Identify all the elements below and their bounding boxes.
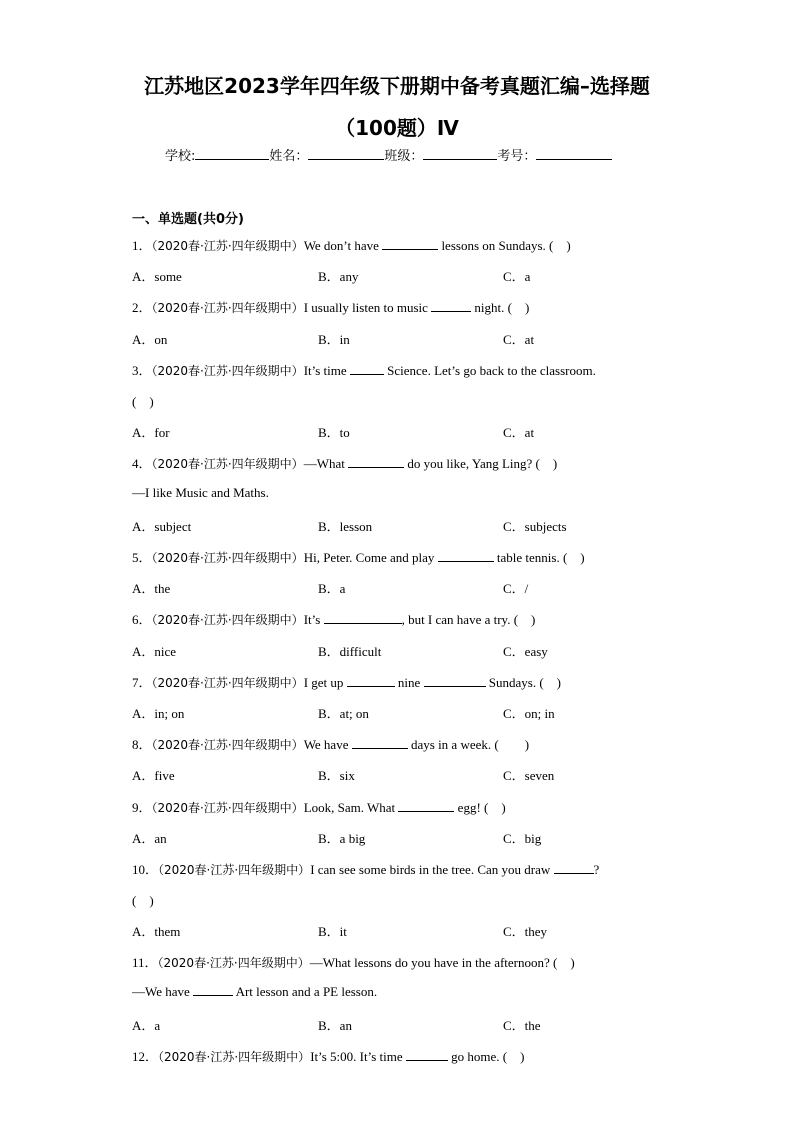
option-a[interactable]: A．them <box>132 924 181 939</box>
question-10 <box>132 859 599 878</box>
option-c[interactable]: C．on; in <box>503 706 555 721</box>
question-text: —What <box>303 456 349 471</box>
question-8 <box>132 734 529 753</box>
option-a[interactable]: A．subject <box>132 519 192 534</box>
question-number: 6． <box>132 612 152 627</box>
option-a[interactable]: A．five <box>132 768 175 783</box>
question-source: （2020春·江苏·四年级期中） <box>151 239 304 253</box>
question-number: 7． <box>132 675 152 690</box>
question-source: （2020春·江苏·四年级期中） <box>151 676 304 690</box>
option-b[interactable]: B．in <box>318 332 350 347</box>
option-b[interactable]: B．lesson <box>318 519 373 534</box>
answer-blank <box>554 863 594 874</box>
question-number: 10． <box>132 862 159 877</box>
question-3 <box>132 360 596 379</box>
option-c[interactable]: C．they <box>503 924 548 939</box>
option-a[interactable]: A．a <box>132 1018 161 1033</box>
question-source: （2020春·江苏·四年级期中） <box>157 956 310 970</box>
answer-blank <box>348 457 404 468</box>
question-11 <box>132 952 575 971</box>
option-b[interactable]: B．to <box>318 425 350 440</box>
answer-blank <box>398 801 454 812</box>
student-info-line <box>165 145 612 164</box>
option-c[interactable]: C．the <box>503 1018 541 1033</box>
question-text: Science. Let’s go back to the classroom. <box>383 363 596 378</box>
question-text: We have <box>303 737 352 752</box>
question-number: 4． <box>132 456 152 471</box>
answer-blank <box>347 676 395 687</box>
option-a[interactable]: A．an <box>132 831 167 846</box>
question-number: 1． <box>132 238 152 253</box>
option-a[interactable]: A．for <box>132 425 170 440</box>
question-3-continued: ( ) <box>132 394 154 409</box>
option-a[interactable]: A．some <box>132 269 182 284</box>
question-number: 3． <box>132 363 152 378</box>
option-b[interactable]: B．an <box>318 1018 352 1033</box>
question-10-continued: ( ) <box>132 893 154 908</box>
question-text: I can see some birds in the tree. Can you draw <box>310 862 554 877</box>
option-b[interactable]: B．difficult <box>318 644 382 659</box>
option-c[interactable]: C．seven <box>503 768 555 783</box>
question-source: （2020春·江苏·四年级期中） <box>151 613 304 627</box>
question-number: 2． <box>132 300 152 315</box>
option-b[interactable]: B．a big <box>318 831 366 846</box>
answer-blank <box>406 1050 448 1061</box>
question-text: I usually listen to music <box>303 300 432 315</box>
option-b[interactable]: B．any <box>318 269 359 284</box>
option-c[interactable]: C．/ <box>503 581 529 596</box>
question-number: 12． <box>132 1049 159 1064</box>
question-source: （2020春·江苏·四年级期中） <box>158 1050 311 1064</box>
document-title: 江苏地区2023学年四年级下册期中备考真题汇编–选择题 <box>144 74 650 98</box>
question-number: 9． <box>132 800 152 815</box>
answer-blank <box>352 738 408 749</box>
question-text: ? <box>593 862 600 877</box>
school-label: 学校: <box>165 149 196 164</box>
question-12 <box>132 1046 524 1065</box>
option-a[interactable]: A．nice <box>132 644 177 659</box>
question-number: 8． <box>132 737 152 752</box>
option-a[interactable]: A．on <box>132 332 168 347</box>
question-6 <box>132 609 535 628</box>
answer-blank <box>324 613 402 624</box>
question-11-continued <box>132 984 377 1000</box>
option-c[interactable]: C．big <box>503 831 542 846</box>
answer-blank <box>193 985 233 996</box>
question-text: egg! ( ) <box>454 800 506 815</box>
question-source: （2020春·江苏·四年级期中） <box>151 301 304 315</box>
class-blank[interactable] <box>423 147 497 160</box>
option-a[interactable]: A．in; on <box>132 706 185 721</box>
question-7 <box>132 672 561 691</box>
question-text: I get up <box>303 675 347 690</box>
answer-blank <box>431 301 471 312</box>
question-source: （2020春·江苏·四年级期中） <box>151 457 304 471</box>
question-source: （2020春·江苏·四年级期中） <box>158 863 311 877</box>
question-text: Hi, Peter. Come and play <box>303 550 438 565</box>
question-5 <box>132 547 585 566</box>
document-subtitle: （100题）Ⅳ <box>335 116 459 140</box>
name-label: 姓名： <box>269 149 309 164</box>
question-text: Art lesson and a PE lesson. <box>233 984 378 999</box>
question-text: night. ( ) <box>471 300 530 315</box>
question-text: Sundays. ( ) <box>485 675 562 690</box>
question-text: It’s <box>303 612 324 627</box>
question-2 <box>132 297 529 316</box>
option-a[interactable]: A．the <box>132 581 171 596</box>
question-text: go home. ( ) <box>447 1049 525 1064</box>
question-text: nine <box>394 675 424 690</box>
question-1 <box>132 235 571 254</box>
name-blank[interactable] <box>308 147 384 160</box>
option-c[interactable]: C．at <box>503 425 535 440</box>
option-c[interactable]: C．subjects <box>503 519 567 534</box>
answer-blank <box>350 364 384 375</box>
question-text: —We have <box>132 984 194 999</box>
question-text: lessons on Sundays. ( ) <box>438 238 571 253</box>
question-9 <box>132 797 506 816</box>
class-label: 班级： <box>384 149 424 164</box>
option-c[interactable]: C．easy <box>503 644 548 659</box>
question-source: （2020春·江苏·四年级期中） <box>151 738 304 752</box>
question-number: 11． <box>132 955 158 970</box>
answer-blank <box>438 551 494 562</box>
answer-blank <box>424 676 486 687</box>
answer-blank <box>382 239 438 250</box>
school-blank[interactable] <box>195 147 269 160</box>
question-4 <box>132 453 557 472</box>
question-source: （2020春·江苏·四年级期中） <box>151 364 304 378</box>
question-text: do you like, Yang Ling? ( ) <box>404 456 558 471</box>
question-text: Look, Sam. What <box>303 800 399 815</box>
option-b[interactable]: B．six <box>318 768 355 783</box>
question-text: It’s time <box>303 363 350 378</box>
question-text: days in a week. ( ) <box>407 737 530 752</box>
question-text: table tennis. ( ) <box>493 550 585 565</box>
question-number: 5． <box>132 550 152 565</box>
option-c[interactable]: C．at <box>503 332 535 347</box>
question-text: We don’t have <box>303 238 383 253</box>
option-c[interactable]: C．a <box>503 269 531 284</box>
question-source: （2020春·江苏·四年级期中） <box>151 551 304 565</box>
question-source: （2020春·江苏·四年级期中） <box>151 801 304 815</box>
question-text: —What lessons do you have in the afternoon? ( ) <box>309 955 575 970</box>
question-4-continued: —I like Music and Maths. <box>132 485 269 500</box>
question-text: , but I can have a try. ( ) <box>401 612 536 627</box>
option-b[interactable]: B．it <box>318 924 347 939</box>
option-b[interactable]: B．a <box>318 581 346 596</box>
section-title: 一、单选题(共0分) <box>132 212 244 227</box>
option-b[interactable]: B．at; on <box>318 706 369 721</box>
number-blank[interactable] <box>536 147 612 160</box>
number-label: 考号： <box>497 149 537 164</box>
question-text: It’s 5:00. It’s time <box>310 1049 406 1064</box>
